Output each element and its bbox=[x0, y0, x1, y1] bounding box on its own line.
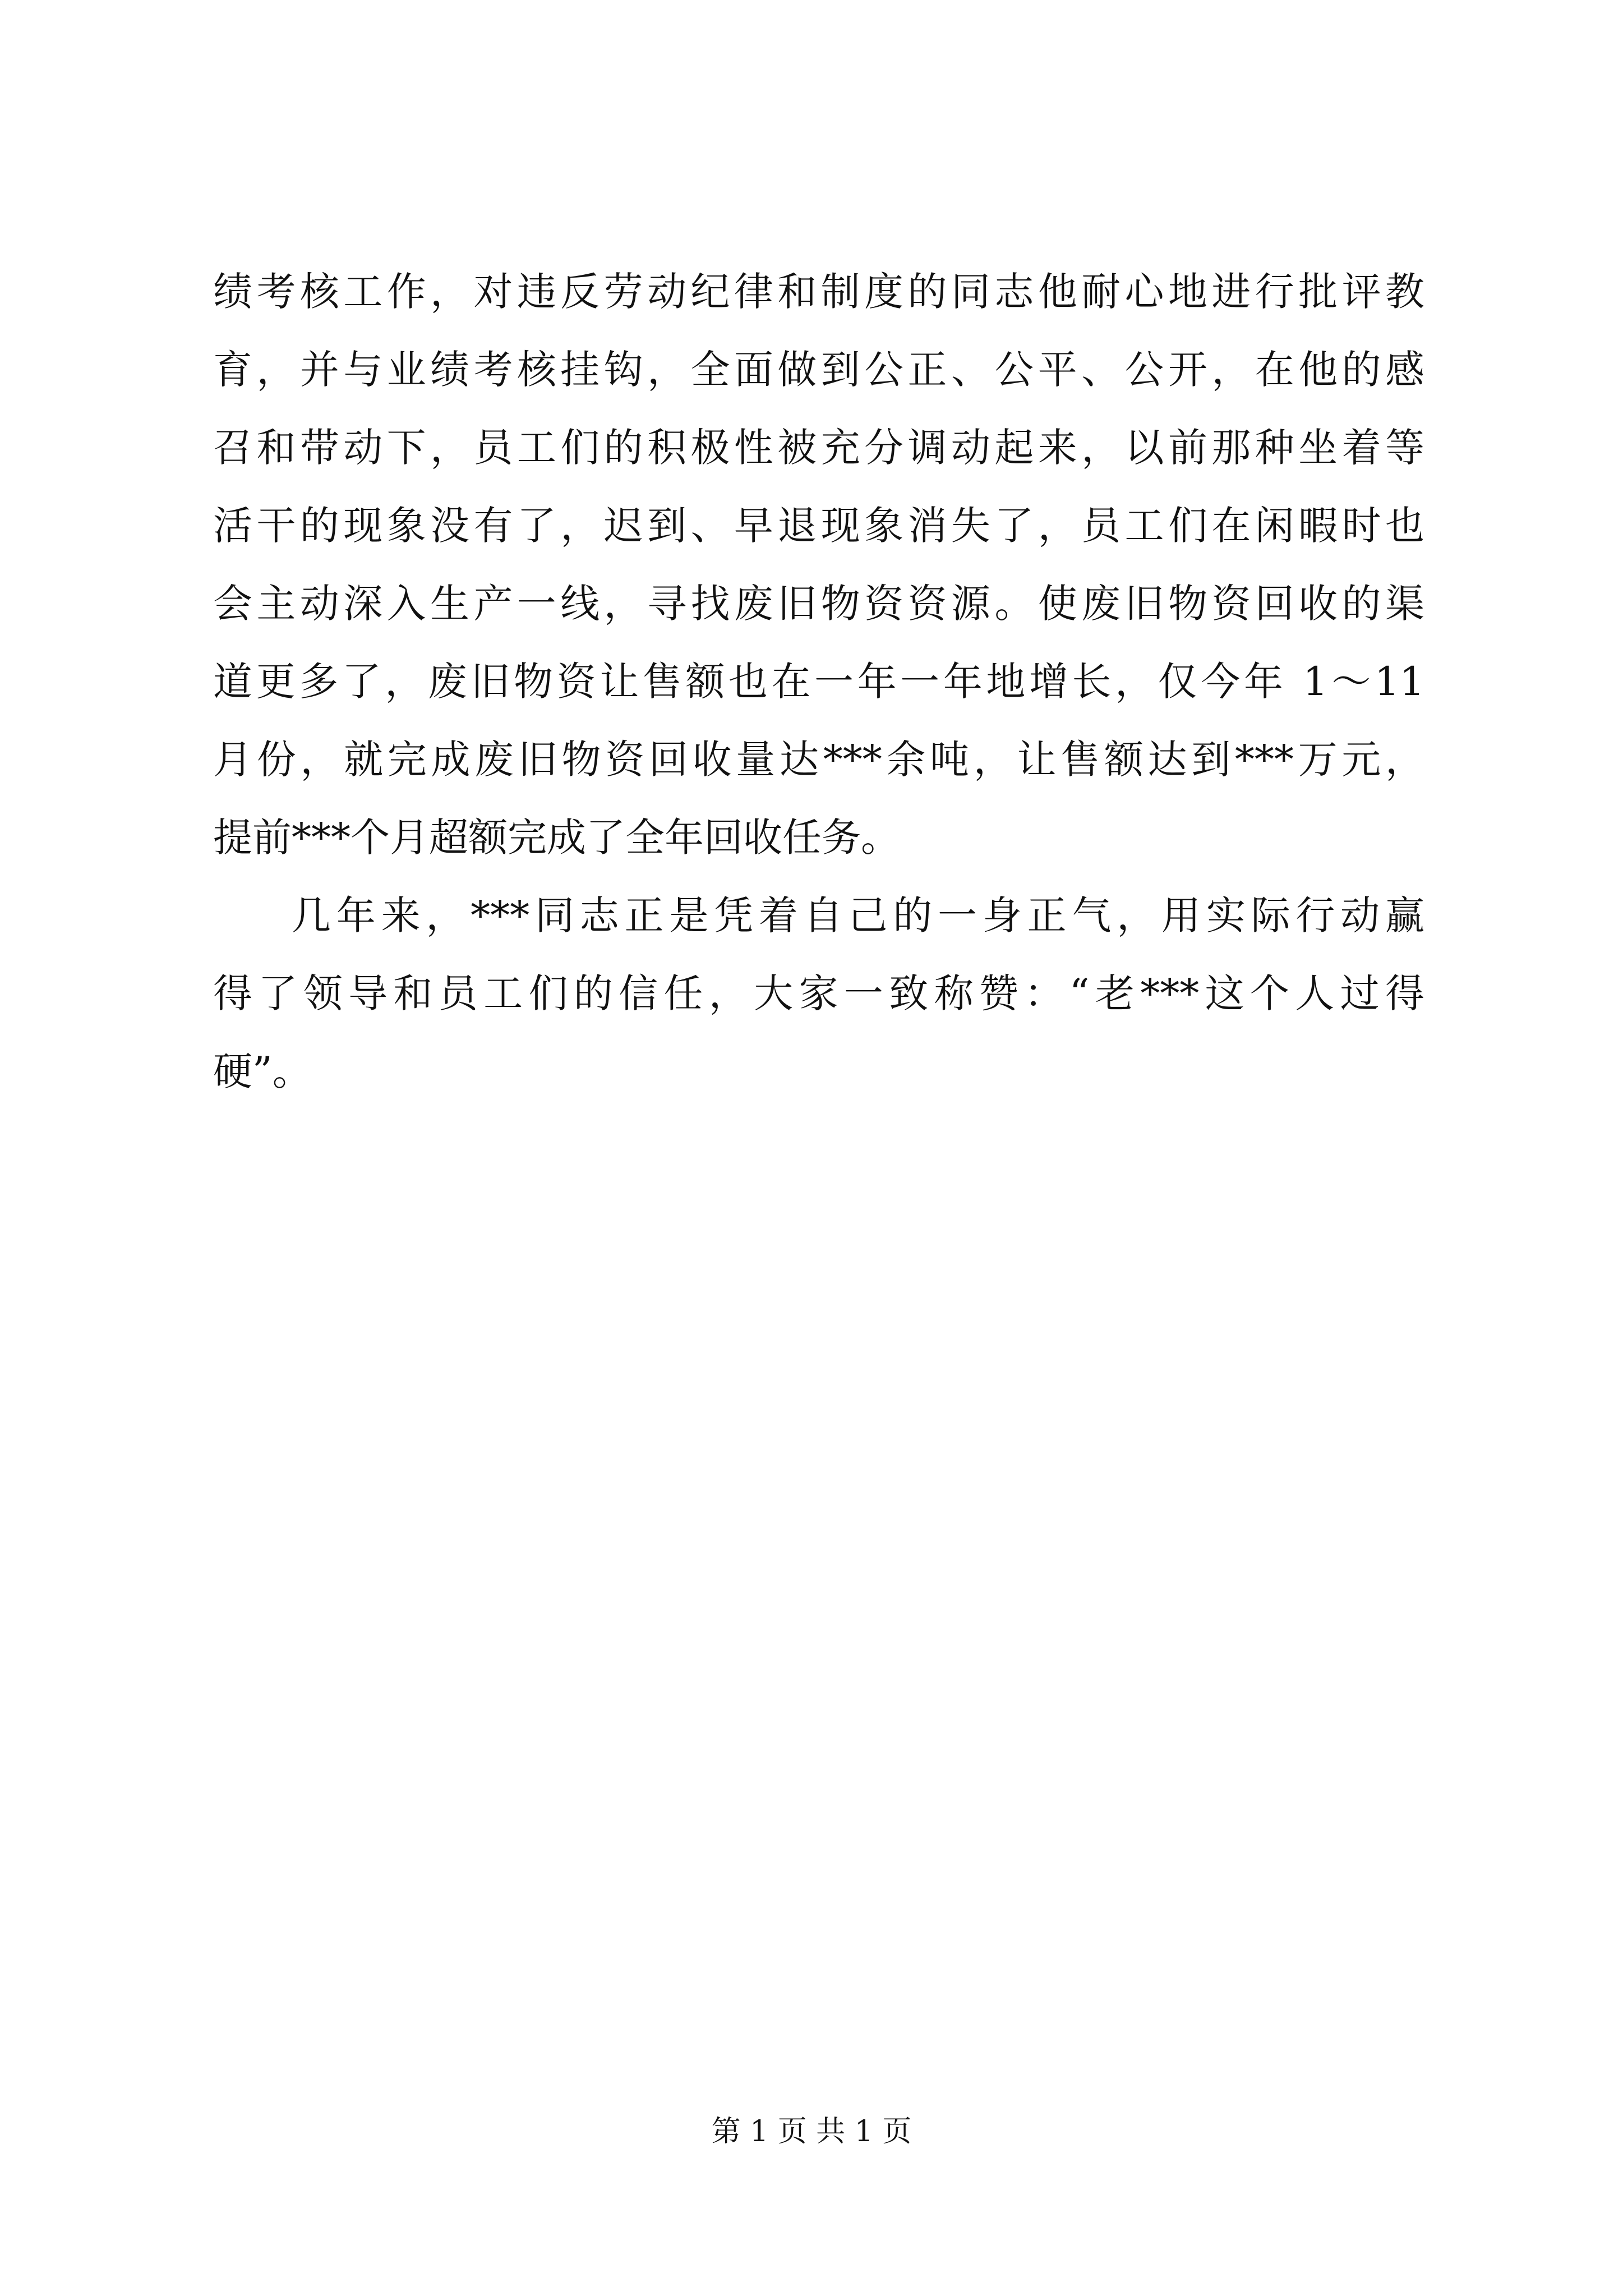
text-line: 得了领导和员工们的信任，大家一致称赞：“老***这个人过得 bbox=[213, 970, 1424, 1016]
paragraph-1 bbox=[213, 264, 1424, 866]
text-line: 提前***个月超额完成了全年回收任务。 bbox=[213, 815, 900, 861]
body-text bbox=[213, 264, 1424, 1121]
text-line: 活干的现象没有了，迟到、早退现象消失了，员工们在闲暇时也 bbox=[213, 503, 1424, 549]
text-line: 会主动深入生产一线，寻找废旧物资资源。使废旧物资回收的渠 bbox=[213, 581, 1424, 627]
page-number-footer: 第 1 页 共 1 页 bbox=[711, 2115, 912, 2148]
text-line: 道更多了，废旧物资让售额也在一年一年地增长，仅今年 1～11 bbox=[213, 659, 1424, 705]
text-line: 硬”。 bbox=[213, 1048, 312, 1094]
text-line: 育，并与业绩考核挂钩，全面做到公正、公平、公开，在他的感 bbox=[213, 347, 1424, 393]
text-line: 月份，就完成废旧物资回收量达***余吨，让售额达到***万元， bbox=[213, 737, 1424, 783]
text-line: 几年来，***同志正是凭着自己的一身正气，用实际行动赢 bbox=[292, 892, 1424, 938]
paragraph-2 bbox=[213, 887, 1424, 1099]
text-line: 绩考核工作，对违反劳动纪律和制度的同志他耐心地进行批评教 bbox=[213, 269, 1424, 315]
text-line: 召和带动下，员工们的积极性被充分调动起来，以前那种坐着等 bbox=[213, 425, 1424, 471]
